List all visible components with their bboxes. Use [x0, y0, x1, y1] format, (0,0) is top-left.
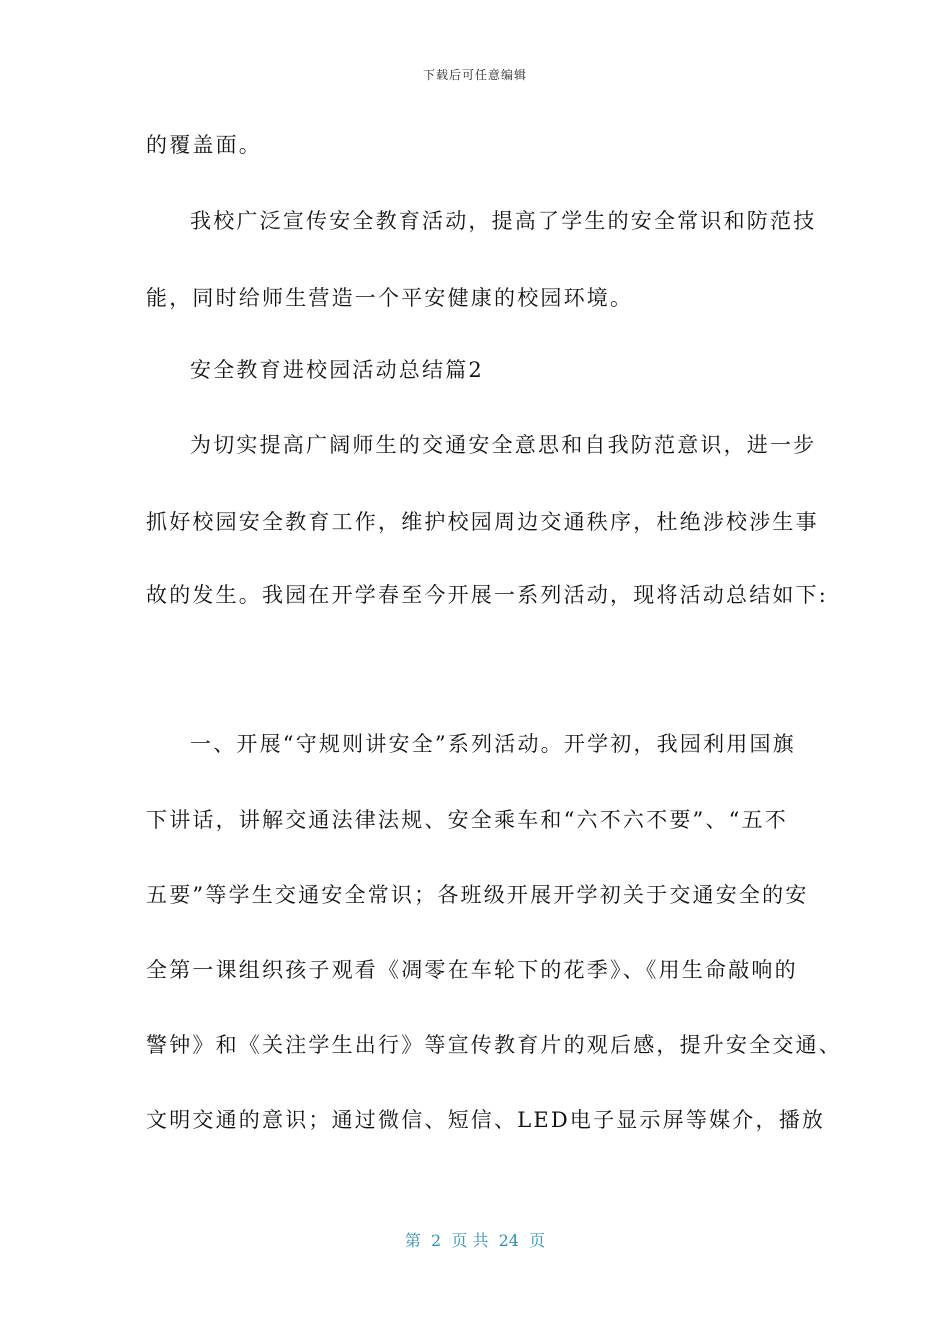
paragraph-line: 一、开展“守规则讲安全”系列活动。开学初，我园利用国旗 [190, 732, 796, 756]
paragraph-line: 的覆盖面。 [146, 133, 262, 157]
section-heading: 安全教育进校园活动总结篇2 [190, 358, 484, 382]
page-header: 下载后可任意编辑 [422, 68, 527, 82]
paragraph-line: 文明交通的意识；通过微信、短信、LED电子显示屏等媒介，播放 [146, 1108, 826, 1132]
paragraph-line: 我校广泛宣传安全教育活动，提高了学生的安全常识和防范技 [190, 209, 817, 233]
page-footer: 第 2 页 共 24 页 [404, 1231, 546, 1250]
paragraph-line: 五要”等学生交通安全常识；各班级开展开学初关于交通安全的安 [146, 883, 809, 907]
paragraph-line: 下讲话，讲解交通法律法规、安全乘车和“六不六不要”、“五不 [146, 808, 789, 832]
paragraph-line: 为切实提高广阔师生的交通安全意思和自我防范意识，进一步 [190, 433, 817, 457]
paragraph-line: 故的发生。我园在开学春至今开展一系列活动，现将活动总结如下: [146, 583, 829, 607]
paragraph-line: 抓好校园安全教育工作，维护校园周边交通秩序，杜绝涉校涉生事 [146, 510, 819, 534]
paragraph-line: 能，同时给师生营造一个平安健康的校园环境。 [146, 286, 634, 310]
paragraph-line: 警钟》和《关注学生出行》等宣传教育片的观后感，提升安全交通、 [146, 1033, 842, 1057]
paragraph-line: 全第一课组织孩子观看《凋零在车轮下的花季》、《用生命敲响的 [146, 958, 798, 982]
